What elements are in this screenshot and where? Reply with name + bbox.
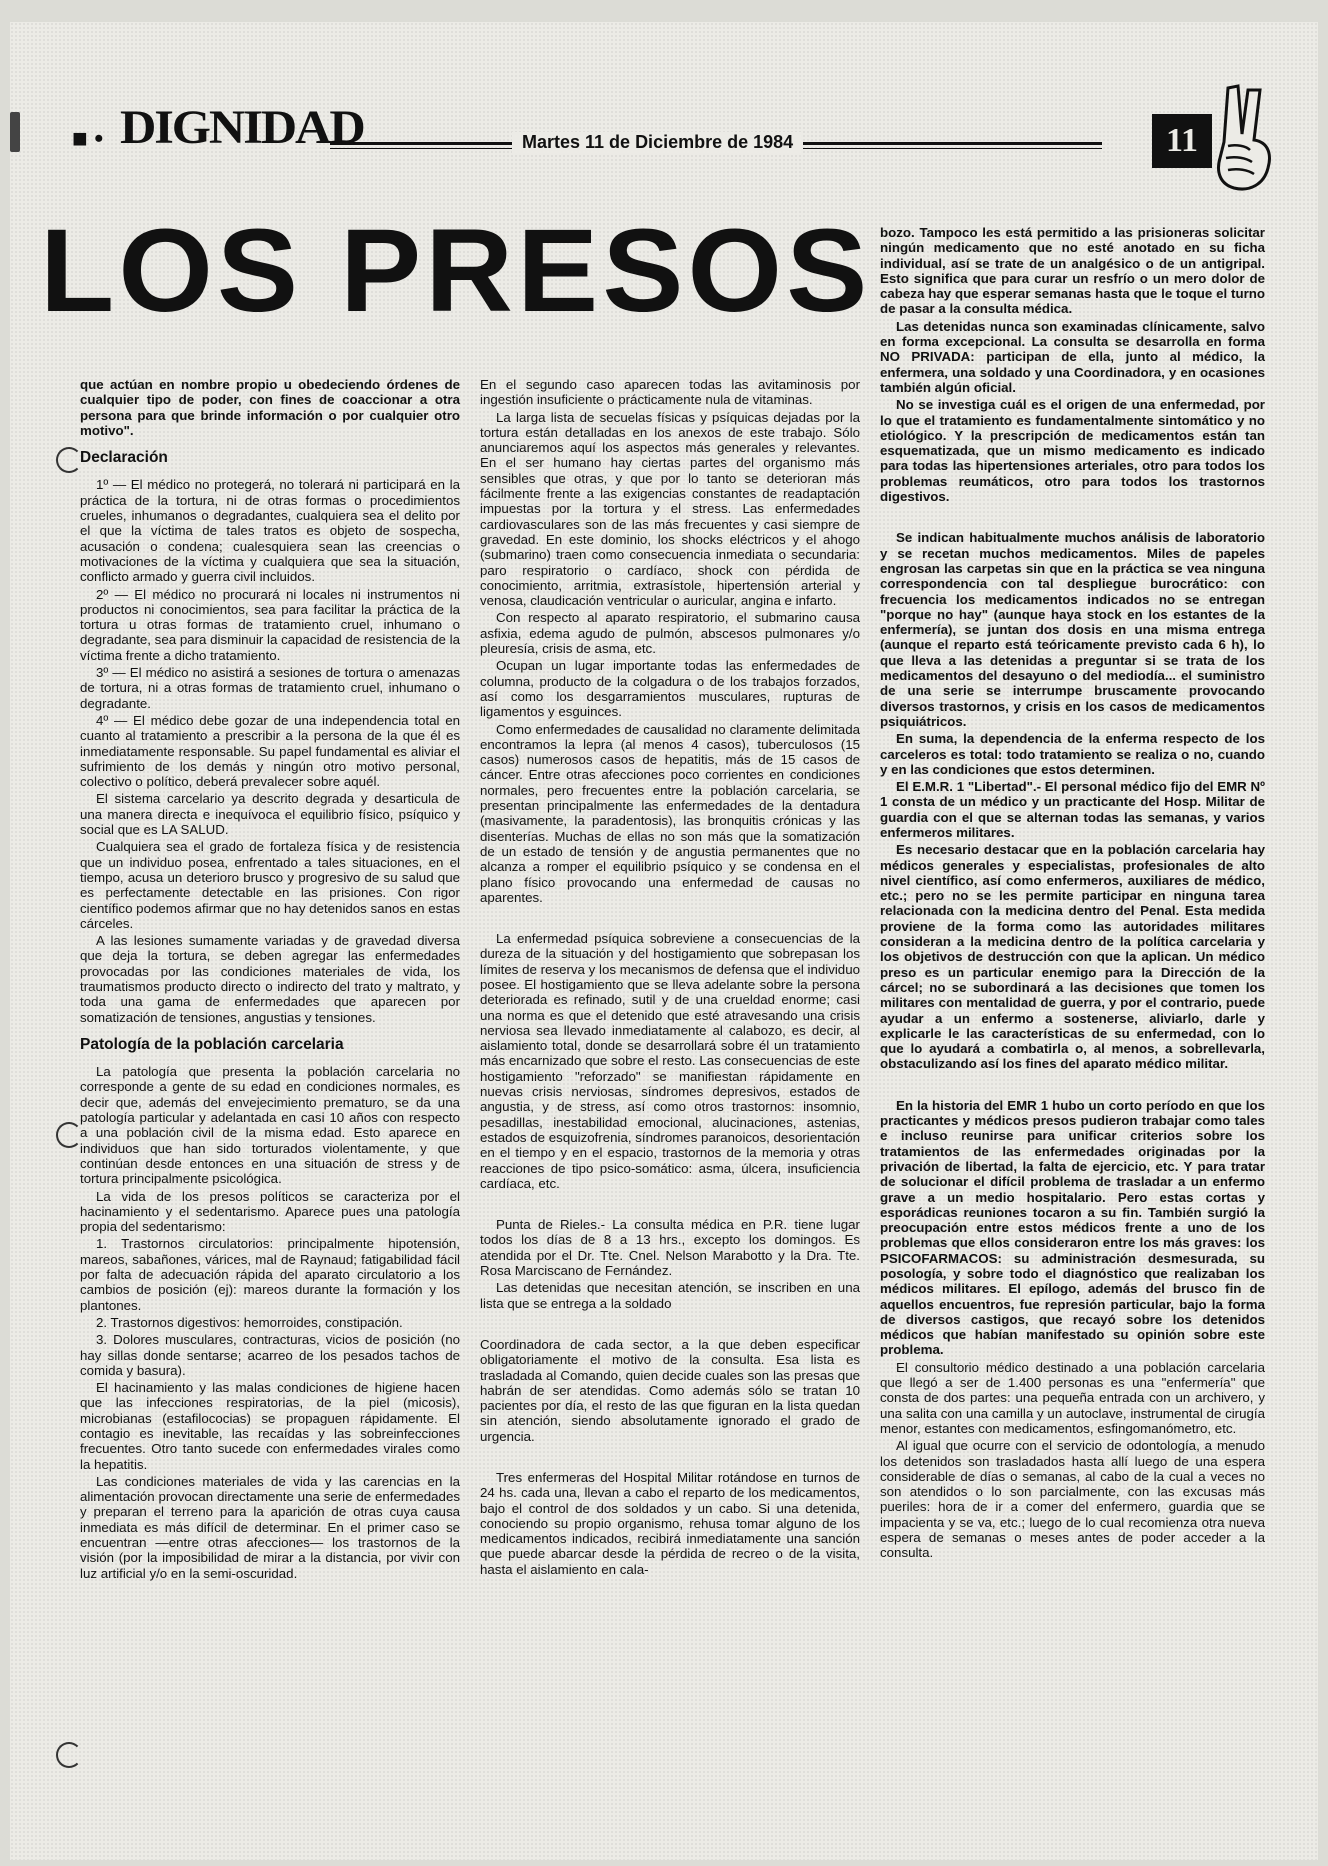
paragraph: El consultorio médico destinado a una población carcelaria que llegó a ser de 1.400 personas es una "enfermería" que consta de dos partes: una pequeña entrada con un archivero, y una salita con una camilla y un autoclave, instrumental de cirugía menor, estantes con medicamentos, esfingomanómetro, etc. — [880, 1359, 1265, 1436]
paragraph: Las detenidas nunca son examinadas clínicamente, salvo en forma excepcional. La consulta se desarrolla en forma NO PRIVADA: participan de ella, junto al médico, la enfermera, una soldado y una Coordinadora, y en ocasiones también algún oficial. — [880, 318, 1265, 395]
paragraph: La patología que presenta la población carcelaria no corresponde a gente de su edad en condiciones normales, es decir que, además del envejecimiento prematuro, se da una patología particular y adelantada en casi 10 años con respecto a una población civil de la misma edad. Esto aparece en individuos que han sido torturados violentamente, y que continúan desde entonces en una situación de stress y de tortura principalmente psicológica. — [80, 1064, 460, 1187]
scan-edge-mark — [10, 112, 20, 152]
paragraph: La vida de los presos políticos se caracteriza por el hacinamiento y el sedentarismo. Aparece pues una patología propia del sedentarismo: — [80, 1188, 460, 1235]
article-column-2 — [480, 377, 860, 1579]
victory-hand-icon — [1210, 84, 1280, 194]
paragraph: 3º — El médico no asistirá a sesiones de tortura o amenazas de tortura, ni a otras formas de tratamiento cruel, inhumano o degradante. — [80, 665, 460, 711]
paragraph: El hacinamiento y las malas condiciones de higiene hacen que las infecciones respiratorias, de la piel (micosis), microbianas (estafilococias) se propaguen rápidamente. El contagio es inevitable, las recaídas y las sobreinfecciones frecuentes. Otro tanto sucede con enfermedades virales como la hepatitis. — [80, 1380, 460, 1472]
paragraph: No se investiga cuál es el origen de una enfermedad, por lo que el tratamiento es fundamentalmente sintomático y no etiológico. Y la prescripción de medicamentos están tan esquematizada, que un mismo medicamento es indicado para todas las hipertensiones arteriales, otro para todos los problemas reumáticos, otro para todos los trastornos digestivos. — [880, 397, 1265, 505]
paragraph: Coordinadora de cada sector, a la que deben especificar obligatoriamente el motivo de la consulta. Esa lista es trasladada al Comando, quien decide cuales son las presas que habrán de ser atendidas. Como además sólo se tratan 10 pacientes por día, el resto de las que figuran en la lista quedan sin atención, siendo absolutamente ignorado el grado de urgencia. — [480, 1336, 860, 1444]
paragraph: El sistema carcelario ya descrito degrada y desarticula de una manera directa e inequívoca el equilibrio físico, psíquico y social que es LA SALUD. — [80, 791, 460, 838]
paragraph: Las condiciones materiales de vida y las carencias en la alimentación provocan directamente una serie de enfermedades y preparan el terreno para la aparición de otras cuya causa inmediata es más difícil de determinar. En el primer caso se encuentran —entre otras afecciones— los trastornos de la visión (por la imposibilidad de mirar a la distancia, por vivir con luz artificial y/o en la semi-oscuridad. — [80, 1473, 460, 1581]
paragraph: Las detenidas que necesitan atención, se inscriben en una lista que se entrega a la soldado — [480, 1280, 860, 1311]
paragraph: 1º — El médico no protegerá, no tolerará ni participará en la práctica de la tortura, ni de otras formas o procedimientos crueles, inhumanos o degradantes, cualquiera sea el delito por el que la víctima de tales tratos es objeto de sospecha, acusación o condena; cualesquiera sean las creencias o motivaciones de la víctima y cualquiera que sea la situación, conflicto armado y guerra civil incluidos. — [80, 477, 460, 585]
article-column-1 — [80, 377, 460, 1583]
article-column-3 — [880, 225, 1265, 1563]
newspaper-page — [10, 22, 1318, 1860]
paragraph: Con respecto al aparato respiratorio, el submarino causa asfixia, edema agudo de pulmón, abscesos pulmonares y/o pleuresía, crisis de asma, etc. — [480, 610, 860, 657]
paragraph: En la historia del EMR 1 hubo un corto período en que los practicantes y médicos presos pudieron trabajar como tales e incluso reunirse para unificar criterios sobre los tratamientos de las enfermedades originadas por la privación de libertad, la falta de ejercicio, etc. Y para tratar de solucionar el difícil problema de trasladar a un enfermo grave a un medio hospitalario. Pero estas cortas y esporádicas reuniones tocaron a su fin. También surgió la preocupación entre estos médicos frente a uno de los problemas que ellos consideraron entre los más graves: los PSICOFARMACOS: su administración desmesurada, su posología, y sobre todo el diagnóstico que realizaban los médicos militares. El epílogo, además del brusco fin de aquellos encuentros, fue represión particular, bajo la forma de diversos castigos, que recayó sobre los detenidos médicos que habían manifestado su opinión sobre este problema. — [880, 1097, 1265, 1358]
section-heading-declaracion: Declaración — [80, 449, 168, 467]
paragraph: 1. Trastornos circulatorios: principalmente hipotensión, mareos, sabañones, várices, mal de Raynaud; fatigabilidad fácil por falta de adecuación rápida del aparato circulatorio a los cambios de posición (ej): mareos durante la formación y los plantones. — [80, 1236, 460, 1313]
paragraph: Al igual que ocurre con el servicio de odontología, a menudo los detenidos son trasladados hasta allí luego de una espera considerable de días o semanas, al cabo de la cual a veces no son atendidos o lo son parcialmente, con las excusas más pueriles: hora de ir a comer del enfermero, guardia que se impacienta y se va, etc.; luego de lo cual recomienza otra nueva espera de semanas o meses antes de poder acceder a la consulta. — [880, 1438, 1265, 1561]
headline: LOS PRESOS — [40, 205, 872, 337]
paragraph: Tres enfermeras del Hospital Militar rotándose en turnos de 24 hs. cada una, llevan a cabo el reparto de los medicamentos, bajo el control de dos soldados y un cabo. Si una detenida, conociendo su propio organismo, rehusa tomar alguno de los medicamentos indicados, recibirá inmediatamente una sanción que puede abarcar desde la pérdida de recreo o de la visita, hasta el aislamiento en cala- — [480, 1470, 860, 1577]
paragraph: bozo. Tampoco les está permitido a las prisioneras solicitar ningún medicamento que no esté anotado en su ficha individual, así se trate de un analgésico o de un antigripal. Esto significa que para curar un resfrío o un mero dolor de cabeza hay que esperar semanas hasta que le toque el turno de pasar a la consulta médica. — [880, 225, 1265, 317]
masthead-bullets: ■ • — [72, 124, 104, 153]
paragraph: La enfermedad psíquica sobreviene a consecuencias de la dureza de la situación y del hostigamiento que sobrepasan los límites de reserva y los mecanismos de defensa que el individuo posee. El hostigamiento que se lleva adelante sobre la persona deteriorada es refinado, sutil y de una crueldad enorme; casi una norma es que el detenido que esté atravesando una crisis nerviosa sea llevado inmediatamente al calabozo, es decir, al aislamiento total, donde se desarrollará sobre él un tratamiento más encarnizado que sobre el resto. Las consecuencias de este hostigamiento "reforzado" se manifiestan rápidamente en nuevas crisis nerviosas, síndromes depresivos, estados de angustia, y de stress, así como otros trastornos: insomnio, pesadillas, inestabilidad emocional, alucinaciones, astenias, estados de esquizofrenia, síndromes paranoicos, desorientación en el tiempo y en el espacio, trastornos de la memoria y otras reacciones de tipo psico-somático: asma, úlcera, insuficiencia cardíaca, etc. — [480, 931, 860, 1191]
intro-quote: que actúan en nombre propio u obedeciendo órdenes de cualquier tipo de poder, con fines de coaccionar a otra persona para que brinde información o por cualquier otro motivo". — [80, 377, 460, 438]
masthead — [72, 84, 1252, 164]
issue-date: Martes 11 de Diciembre de 1984 — [512, 132, 803, 153]
paragraph: 3. Dolores musculares, contracturas, vicios de posición (no hay sillas donde sentarse; acarreo de los pesados tachos de comida y basura). — [80, 1332, 460, 1378]
paragraph: 4º — El médico debe gozar de una independencia total en cuanto al tratamiento a prescribir a la persona de la que él es inmediatamente responsable. Su papel fundamental es aliviar el sufrimiento de los demás y ningún otro motivo personal, colectivo o político, deberá prevalecer sobre aquél. — [80, 712, 460, 790]
section-heading-patologia: Patología de la población carcelaria — [80, 1035, 344, 1053]
paragraph: Se indican habitualmente muchos análisis de laboratorio y se recetan muchos medicamentos. Miles de papeles engrosan las carpetas sin que en la práctica se vea ninguna correspondencia con tal despliegue burocrático: con frecuencia los medicamentos indicados no se entregan "porque no hay" (aunque haya stock en los estantes de la enfermería), se juntan dos dosis en una misma entrega (aunque el reparto está teóricamente previsto cada 6 h), lo que lleva a las detenidas a preguntar si se trata de los medicamentos del desayuno o del mediodía... el suministro de una serie se interrumpe bruscamente provocando diversos trastornos, y crisis en los casos de medicamentos psiquiátricos. — [880, 530, 1265, 729]
paragraph: La larga lista de secuelas físicas y psíquicas dejadas por la tortura están detalladas en los anexos de este trabajo. Sólo anunciaremos aquí los aspectos más generales y relevantes. En el ser humano hay ciertas partes del organismo más sensibles que otras, y que por lo tanto se deterioran más fácilmente frente a las exigencias constantes de readaptación impuestas por la tortura y el stress. Las enfermedades cardiovasculares son de las más frecuentes y casi siempre de gravedad. En este dominio, los shocks eléctricos y el ahogo (submarino) traen como consecuencia inmediata o secundaria: paro respiratorio o cardíaco, shock con pérdida de conocimiento, arritmia, extrasístole, hipertensión arterial y venosa, claudicación ventricular o auricular, angina e infarto. — [480, 409, 860, 609]
paragraph: En el segundo caso aparecen todas las avitaminosis por ingestión insuficiente o prácticamente nula de vitaminas. — [480, 377, 860, 408]
paragraph: En suma, la dependencia de la enferma respecto de los carceleros es total: todo tratamiento se realiza o no, cuando y en las condiciones que estos determinen. — [880, 731, 1265, 777]
page-number: 11 — [1152, 114, 1212, 168]
paragraph: 2. Trastornos digestivos: hemorroides, constipación. — [96, 1314, 403, 1330]
binding-hole-mark — [56, 1742, 82, 1768]
newspaper-name: DIGNIDAD — [120, 101, 364, 154]
paragraph: Como enfermedades de causalidad no claramente delimitada encontramos la lepra (al menos 4 casos), tuberculosos (15 casos) numerosos casos de hepatitis, más de 15 casos de cáncer. Entre otras afecciones poco corrientes en condiciones normales, pero frecuentes entre la población carcelaria, se presentan principalmente las enfermedades de la dentadura (masivamente, la paradentosis), las bronquitis crónicas y las disenterías. Muchas de ellas no son más que la somatización de un estado de tensión y de angustia permanentes que no alcanza a romper el equilibrio psíquico y se condensa en el plano físico provocando una enfermedad de causas no aparentes. — [480, 721, 860, 905]
paragraph: Es necesario destacar que en la población carcelaria hay médicos generales y especialistas, profesionales de alto nivel científico, así como enfermeros, auxiliares de médico, etc.; pero no se les permite participar en ninguna tarea relacionada con la medicina dentro del Penal. Esta medida proviene de la forma como las autoridades militares consideran a la medicina dentro de la política carcelaria y los objetivos de destrucción con que la aplican. Un médico preso es un particular enemigo para la Dirección de la cárcel; no se subordinará a las decisiones que tomen los militares con mentalidad de guerra, y por el contrario, puede ayudar a un enfermo a sostenerse, aliviarlo, darle y explicarle le las características de su enfermedad, con lo que lo ayudará a combatirla o, al menos, a sobrellevarla, obstaculizando así los fines del aparato médico militar. — [880, 842, 1265, 1072]
paragraph: Ocupan un lugar importante todas las enfermedades de columna, producto de la colgadura o de los trabajos forzados, así como los desgarramientos musculares, rupturas de ligamentos y esguinces. — [480, 658, 860, 720]
paragraph: Punta de Rieles.- La consulta médica en P.R. tiene lugar todos los días de 8 a 13 hrs., excepto los domingos. Es atendida por el Dr. Tte. Cnel. Nelson Marabotto y la Dra. Tte. Rosa Marciscano de Fernández. — [480, 1217, 860, 1279]
binding-hole-mark — [56, 447, 82, 473]
paragraph: El E.M.R. 1 "Libertad".- El personal médico fijo del EMR Nº 1 consta de un médico y un practicante del Hosp. Militar de guardia con el que se alternan todas las semanas, y varios enfermeros militares. — [880, 779, 1265, 840]
paragraph: Cualquiera sea el grado de fortaleza física y de resistencia que un individuo posea, enfrentado a tales situaciones, en el tiempo, acusa un deterioro brusco y progresivo de su salud que es perfectamente detectable en las prisiones. Con rigor científico podemos afirmar que no hay detenidos sanos en estas cárceles. — [80, 839, 460, 931]
binding-hole-mark — [56, 1122, 82, 1148]
paragraph: A las lesiones sumamente variadas y de gravedad diversa que deja la tortura, se deben agregar las enfermedades provocadas por las condiciones materiales de vida, los traumatismos producto directo o indirecto del trato y maltrato, y toda una gama de enfermedades que aparecen por somatización de tensiones, angustias y tensiones. — [80, 933, 460, 1025]
paragraph: 2º — El médico no procurará ni locales ni instrumentos ni productos ni conocimientos, sea para facilitar la práctica de la tortura u otras formas de tratamiento cruel, inhumano o degradante, sea para disminuir la capacidad de resistencia de la víctima frente a dicho tratamiento. — [80, 586, 460, 663]
